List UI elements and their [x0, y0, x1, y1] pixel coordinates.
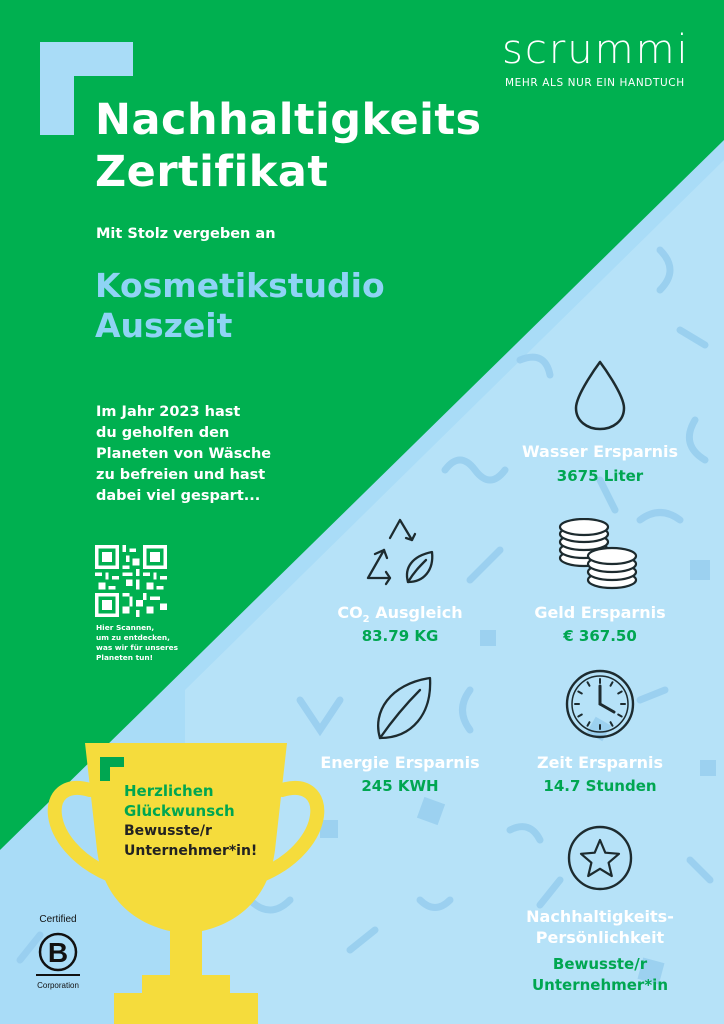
qr-caption-line: um zu entdecken, [96, 633, 170, 642]
personality-value [500, 954, 700, 996]
subtitle: Mit Stolz vergeben an [96, 226, 276, 242]
leaf-icon [370, 672, 434, 744]
recipient-name [95, 266, 385, 346]
intro-line: Planeten von Wäsche [96, 446, 272, 462]
title-line-2: Zertifikat [95, 147, 329, 197]
bcorp-bottom-text: Corporation [37, 981, 79, 990]
water-drop-icon [568, 358, 632, 432]
clock-icon [564, 668, 636, 740]
water-value: 3675 Liter [556, 467, 644, 485]
qr-code-icon[interactable] [95, 545, 167, 617]
trophy-message [124, 781, 257, 861]
intro-text [96, 402, 326, 507]
water-label: Wasser Ersparnis [521, 442, 679, 461]
svg-text:B: B [47, 937, 69, 968]
qr-caption-line: Planeten tun! [96, 653, 154, 662]
qr-caption [96, 623, 196, 663]
personality-label-line-1: Nachhaltigkeits- [526, 907, 674, 926]
trophy-line-2: Glückwunsch [124, 802, 235, 820]
co2-label [300, 603, 500, 625]
money-value: € 367.50 [563, 627, 637, 645]
time-value: 14.7 Stunden [543, 777, 657, 795]
recipient-line-2: Auszeit [95, 306, 233, 345]
intro-line: zu befreien und hast [96, 467, 266, 483]
energy-label: Energie Ersparnis [320, 753, 480, 772]
intro-line: du geholfen den [96, 425, 230, 441]
trophy-line-3: Bewusste/r [124, 823, 212, 839]
page-title [95, 94, 482, 198]
brand-logo: scrummi [502, 27, 690, 73]
trophy-line-4: Unternehmer*in! [124, 843, 258, 859]
recycle-leaf-icon [360, 510, 440, 588]
recipient-line-1: Kosmetikstudio [95, 266, 385, 305]
co2-value: 83.79 KG [361, 627, 439, 645]
time-label: Zeit Ersparnis [536, 753, 664, 772]
coins-icon [552, 518, 644, 590]
trophy-line-1: Herzlichen [124, 782, 214, 800]
title-line-1: Nachhaltigkeits [95, 95, 482, 145]
bcorp-top-text: Certified [39, 914, 77, 925]
intro-line: Im Jahr 2023 hast [96, 404, 241, 420]
personality-label [500, 906, 700, 948]
qr-caption-line: was wir für unseres [96, 643, 179, 652]
co2-label-rest: Ausgleich [369, 603, 463, 622]
b-corp-logo-icon [30, 912, 86, 992]
qr-caption-line: Hier Scannen, [96, 623, 155, 632]
co2-label-sub: 2 [362, 614, 370, 626]
star-badge-icon [566, 824, 634, 892]
money-label: Geld Ersparnis [534, 603, 666, 622]
brand-tagline: MEHR ALS NUR EIN HANDTUCH [505, 77, 685, 89]
personality-value-line-2: Unternehmer*in [532, 976, 668, 994]
personality-label-line-2: Persönlichkeit [535, 928, 665, 947]
energy-value: 245 KWH [361, 777, 439, 795]
co2-label-main: CO [337, 603, 363, 622]
intro-line: dabei viel gespart... [96, 488, 261, 504]
personality-value-line-1: Bewusste/r [552, 955, 648, 973]
